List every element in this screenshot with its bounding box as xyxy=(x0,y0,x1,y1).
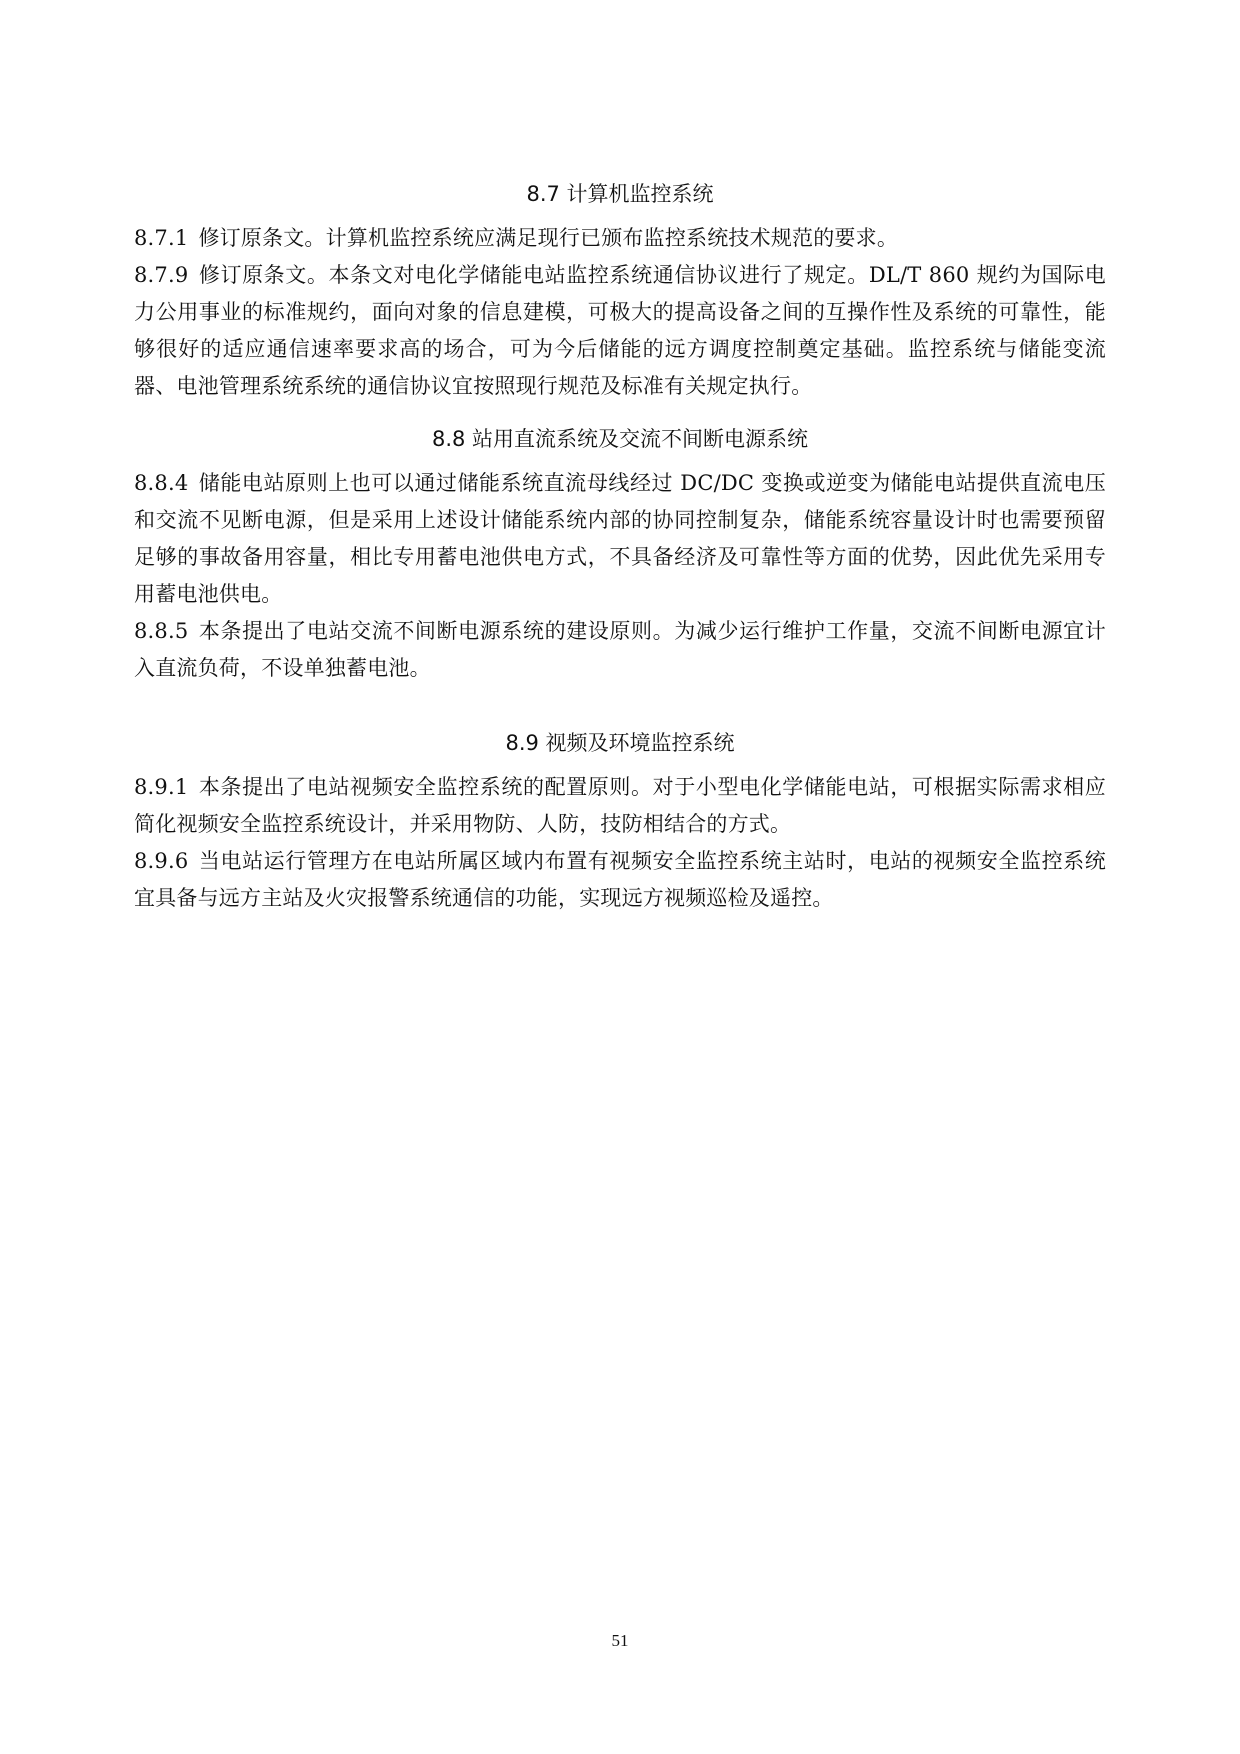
section-8-8 xyxy=(134,421,1106,687)
clause-text: 修订原条文。本条文对电化学储能电站监控系统通信协议进行了规定。DL/T 860 规约为国际电力公用事业的标准规约，面向对象的信息建模，可极大的提高设备之间的互操作性及系统的可靠性，能够很好的适应通信速率要求高的场合，可为今后储能的远方调度控制奠定基础。监控系统与储能变流器、电池管理系统系统的通信协议宜按照现行规范及标准有关规定执行。 xyxy=(134,263,1106,398)
section-8-9 xyxy=(134,725,1106,917)
clause-8-9-6 xyxy=(134,843,1106,917)
clause-text: 修订原条文。计算机监控系统应满足现行已颁布监控系统技术规范的要求。 xyxy=(198,226,899,250)
clause-8-9-1 xyxy=(134,769,1106,843)
document-body xyxy=(134,176,1106,917)
clause-text: 当电站运行管理方在电站所属区域内布置有视频安全监控系统主站时，电站的视频安全监控系统宜具备与远方主站及火灾报警系统通信的功能，实现远方视频巡检及遥控。 xyxy=(134,849,1106,910)
clause-number: 8.9.1 xyxy=(134,775,189,799)
clause-8-7-1 xyxy=(134,220,1106,257)
section-title: 8.8 站用直流系统及交流不间断电源系统 xyxy=(431,427,809,451)
clause-8-8-5 xyxy=(134,613,1106,687)
page-number: 51 xyxy=(611,1631,629,1650)
section-title: 8.9 视频及环境监控系统 xyxy=(505,731,735,755)
clause-number: 8.7.1 xyxy=(134,226,189,250)
section-8-7 xyxy=(134,176,1106,405)
clause-text: 本条提出了电站交流不间断电源系统的建设原则。为减少运行维护工作量，交流不间断电源宜计入直流负荷，不设单独蓄电池。 xyxy=(134,619,1106,680)
clause-8-8-4 xyxy=(134,465,1106,613)
clause-number: 8.8.4 xyxy=(134,471,189,495)
clause-text: 本条提出了电站视频安全监控系统的配置原则。对于小型电化学储能电站，可根据实际需求相应简化视频安全监控系统设计，并采用物防、人防，技防相结合的方式。 xyxy=(134,775,1106,836)
clause-number: 8.7.9 xyxy=(134,263,189,287)
clause-number: 8.9.6 xyxy=(134,849,189,873)
clause-text: 储能电站原则上也可以通过储能系统直流母线经过 DC/DC 变换或逆变为储能电站提供直流电压和交流不见断电源，但是采用上述设计储能系统内部的协同控制复杂，储能系统容量设计时也需要预留足够的事故备用容量，相比专用蓄电池供电方式，不具备经济及可靠性等方面的优势，因此优先采用专用蓄电池供电。 xyxy=(134,471,1106,606)
clause-8-7-9 xyxy=(134,257,1106,405)
clause-number: 8.8.5 xyxy=(134,619,189,643)
section-title: 8.7 计算机监控系统 xyxy=(526,182,714,206)
